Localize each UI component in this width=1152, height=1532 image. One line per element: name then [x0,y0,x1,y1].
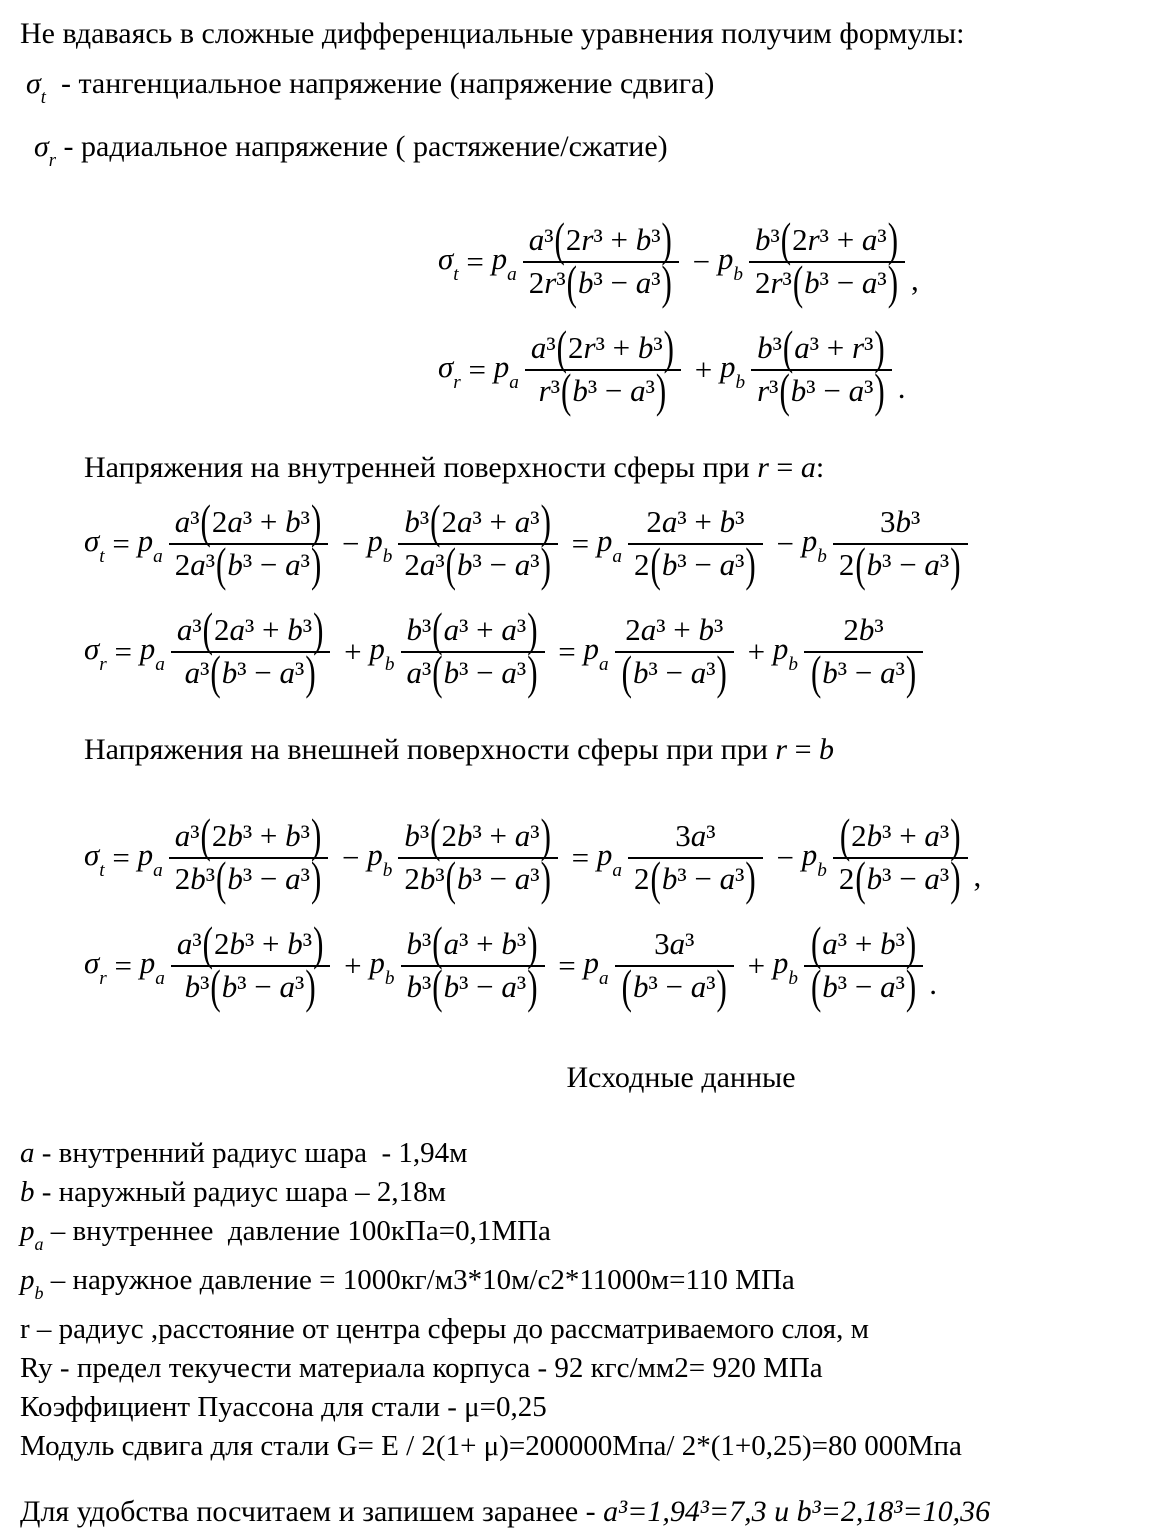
paren-glyph: ( [210,644,221,700]
math-text: + [336,634,370,669]
math-symbol: $p_b$ [801,837,827,882]
math-text: + [336,948,370,983]
math-symbol: $p_b$ [369,631,395,676]
math-text: Для удобства посчитаем и запишем заранее - [20,1494,604,1528]
paren-glyph: ( [202,916,213,971]
math-symbol: $p_a$ [491,241,517,286]
paren-glyph: ( [779,362,790,418]
math-italic-text: b [20,1176,35,1208]
fraction-denominator: 2(b³ − a³) [628,543,763,583]
paren-glyph: ) [887,212,899,267]
math-text: = [787,733,819,766]
paren-glyph: ) [663,320,674,375]
fraction-numerator: b³(2r³ + a³) [754,212,899,267]
math-fraction [398,808,558,906]
fraction-numerator: 2b³ [843,612,884,648]
math-text: – наружное давление = 1000кг/м3*10м/с2*11000м=110 МПа [43,1263,795,1296]
fraction-denominator: 2(b³ − a³) [628,857,763,897]
paren-glyph: ( [810,958,822,1014]
math-symbol: $p_a$ [596,523,622,568]
math-symbol: $p_a$ [137,837,163,882]
math-fraction [751,320,892,418]
math-text: Коэффициент Пуассона для стали - μ=0,25 [20,1390,547,1423]
data-line-pb [20,1261,1132,1310]
math-fraction [169,494,329,592]
equation-sigma-r-inner [84,600,1132,704]
math-symbol: $\sigma_r$ [34,130,57,172]
math-symbol: $p_a$ [493,349,519,394]
math-symbol: $p_b$ [772,631,798,676]
fraction-denominator: b³(b³ − a³) [171,965,331,1005]
fraction-denominator: 2a³(b³ − a³) [398,543,558,583]
heading-inner-surface [20,448,1132,488]
math-text: - тангенциальное напряжение (напряжение сдвига) [45,67,715,100]
math-text: = [104,526,138,561]
math-text: Напряжения на внешней поверхности сферы при при [84,733,776,766]
math-text: Модуль сдвига для стали G= E / 2(1+ μ)=200000Мпа/ 2*(1+0,25)=80 000Мпа [20,1429,962,1462]
math-fraction [833,504,968,592]
math-symbol: $p_a$ [596,837,622,882]
heading-source-data: Исходные данные [566,1061,796,1094]
math-text: = [106,634,140,669]
equation-sigma-t-general [438,210,1132,314]
paren-glyph: ( [445,536,456,592]
paren-glyph: ) [540,494,551,549]
math-text: − [768,840,802,875]
math-italic-text: r [775,733,788,766]
fraction-numerator: b³(a³ + b³) [406,916,538,971]
math-text: = [563,840,597,875]
math-text: = [550,634,584,669]
math-fraction [525,320,681,418]
math-fraction [628,818,763,906]
paren-glyph: ( [650,850,661,906]
data-line-poisson [20,1388,1132,1427]
paren-glyph: ) [540,850,551,906]
fraction-numerator: 3a³ [675,818,716,854]
math-fraction [804,916,923,1014]
paren-glyph: ( [621,958,632,1014]
paren-glyph: ) [305,644,316,700]
paren-glyph: ) [305,958,316,1014]
fraction-numerator: b³(2a³ + a³) [404,494,551,549]
math-symbol: $p_a$ [137,523,163,568]
paren-glyph: ( [202,602,213,657]
paren-glyph: ( [430,808,441,863]
fraction-numerator: a³(2a³ + b³) [176,602,324,657]
paren-glyph: ( [810,916,822,971]
fraction-denominator: r³(b³ − a³) [751,369,892,409]
fraction-numerator: a³(2r³ + b³) [528,212,672,267]
paren-glyph: ( [780,212,792,267]
heading-outer-surface [20,730,1132,770]
math-fraction [171,602,331,700]
paren-glyph: ( [792,254,804,310]
math-text: - внутренний радиус шара - 1,94м [34,1137,468,1169]
fraction-numerator: b³(2b³ + a³) [404,808,551,863]
fraction-numerator: 2a³ + b³ [625,612,724,648]
math-symbol: $\sigma_t$ [84,837,105,882]
paren-glyph: ) [950,850,961,906]
paren-glyph: ( [810,644,822,700]
equation-sigma-r-general [438,318,1132,422]
paren-glyph: ) [874,362,885,418]
fraction-denominator: 2b³(b³ − a³) [169,857,329,897]
paren-glyph: ( [566,254,577,310]
math-fraction [169,808,329,906]
fraction-denominator: 2(b³ − a³) [833,857,968,897]
paren-glyph: ) [310,494,322,549]
fraction-denominator: 2b³(b³ − a³) [398,857,558,897]
paren-glyph: ) [716,644,727,700]
paren-glyph: ( [782,320,794,375]
math-italic-text: a [20,1137,35,1169]
paren-glyph: ) [745,850,756,906]
paren-glyph: ) [905,916,917,971]
equation-sigma-t-outer [84,806,1132,910]
math-symbol: $\sigma_r$ [438,349,461,394]
paren-glyph: ) [950,808,961,863]
math-text: = [460,352,494,387]
math-italic-text: a³=1,94³=7,3 и b³=2,18³=10,36 [603,1494,991,1528]
math-symbol: $p_b$ [717,241,743,286]
math-text: − [768,526,802,561]
paren-glyph: ( [839,808,851,863]
paren-glyph: ) [313,916,324,971]
math-symbol: $p_a$ [139,945,165,990]
fraction-numerator: a³(2b³ + b³) [174,808,322,863]
precomputed-cubes-line [20,1492,1132,1532]
paren-glyph: ) [655,362,667,418]
data-line-r [20,1310,1132,1349]
math-fraction [398,494,558,592]
math-symbol: $p_b$ [367,523,393,568]
fraction-numerator: 3a³ [654,926,695,962]
paren-glyph: ) [716,958,727,1014]
fraction-numerator: 2a³ + b³ [646,504,745,540]
math-text: r – радиус ,расстояние от центра сферы до рассматриваемого слоя, м [20,1312,870,1345]
paren-glyph: ( [561,362,572,418]
math-symbol: $p_a$ [583,945,609,990]
fraction-denominator: 2(b³ − a³) [833,543,968,583]
math-symbol: $p_b$ [719,349,746,394]
fraction-denominator: b³(b³ − a³) [401,965,545,1005]
fraction-numerator: (a³ + b³) [810,916,917,971]
paren-glyph: ( [432,644,443,700]
math-text: - радиальное напряжение ( растяжение/сжатие) [56,130,668,163]
paren-glyph: ) [950,536,961,592]
fraction-numerator: a³(2b³ + b³) [176,916,324,971]
math-text: + [739,948,773,983]
math-fraction [749,212,905,310]
sigma-r-definition [20,125,1132,180]
paren-glyph: ) [527,916,538,971]
math-symbol: $\sigma_r$ [84,945,107,990]
paren-glyph: ( [650,536,661,592]
math-text: = [563,526,597,561]
math-symbol: $p_a$ [20,1215,44,1255]
math-fraction [615,926,734,1014]
math-text: = [104,840,138,875]
fraction-denominator: 2r³(b³ − a³) [749,261,905,301]
math-text: = [550,948,584,983]
math-text: : [815,451,825,484]
paren-glyph: ( [556,320,567,375]
paren-glyph: ) [540,536,551,592]
paren-glyph: ) [527,644,538,700]
paren-glyph: ) [540,808,551,863]
intro-text: Не вдаваясь в сложные дифференциальные уравнения получим формулы: [20,17,965,50]
paren-glyph: ( [855,850,866,906]
math-text: + [739,634,773,669]
math-fraction [171,916,331,1014]
math-text: + [686,352,720,387]
data-line-pa [20,1212,1132,1261]
paren-glyph: ( [430,494,441,549]
math-text: , [973,858,982,893]
fraction-denominator: a³(b³ − a³) [171,651,331,691]
data-line-shear-modulus [20,1427,1132,1466]
math-fraction [628,504,763,592]
math-fraction [804,612,923,700]
paren-glyph: ) [310,536,322,592]
fraction-denominator: (b³ − a³) [615,651,734,691]
paren-glyph: ) [905,958,917,1014]
math-text: = [768,451,801,484]
data-line-b [20,1173,1132,1212]
data-line-ry [20,1349,1132,1388]
sigma-t-definition [20,62,1132,117]
paren-glyph: ) [661,254,672,310]
paren-glyph: ( [216,536,227,592]
general-equations-block [438,210,1132,422]
math-text: – внутреннее давление 100кПа=0,1МПа [43,1215,551,1247]
math-symbol: $p_b$ [772,945,798,990]
fraction-denominator: (b³ − a³) [615,965,734,1005]
fraction-numerator: (2b³ + a³) [839,808,961,863]
fraction-numerator: b³(a³ + r³) [757,320,885,375]
math-text: . [929,966,937,1001]
paren-glyph: ( [855,536,866,592]
paren-glyph: ) [874,320,885,375]
fraction-numerator: a³(2a³ + b³) [174,494,322,549]
math-symbol: $p_a$ [583,631,609,676]
paren-glyph: ) [527,958,538,1014]
math-text: − [334,840,368,875]
math-symbol: $\sigma_t$ [438,241,459,286]
fraction-denominator: (b³ − a³) [804,965,923,1005]
paren-glyph: ) [905,644,917,700]
paren-glyph: ( [210,958,221,1014]
fraction-denominator: a³(b³ − a³) [401,651,545,691]
math-symbol: $p_b$ [367,837,393,882]
fraction-denominator: r³(b³ − a³) [525,369,681,409]
paren-glyph: ) [310,808,322,863]
fraction-denominator: 2r³(b³ − a³) [523,261,679,301]
math-fraction [833,808,968,906]
paren-glyph: ( [216,850,227,906]
paren-glyph: ( [200,494,211,549]
fraction-denominator: 2a³(b³ − a³) [169,543,329,583]
math-symbol: $p_b$ [801,523,827,568]
math-text: - наружный радиус шара – 2,18м [34,1176,447,1208]
math-italic-text: b [819,733,834,766]
math-italic-text: a [800,451,816,484]
paren-glyph: ) [310,850,322,906]
data-line-a [20,1134,1132,1173]
paren-glyph: ( [200,808,211,863]
math-symbol: $\sigma_t$ [26,67,46,109]
source-data-list [20,1134,1132,1466]
paren-glyph: ) [745,536,756,592]
math-text: Ry - предел текучести материала корпуса - 92 кгс/мм2= 920 МПа [20,1351,823,1384]
math-fraction [401,916,545,1014]
math-text: = [106,948,140,983]
equation-sigma-r-outer [84,914,1132,1018]
math-fraction [401,602,545,700]
math-text: − [684,244,718,279]
fraction-numerator: 3b³ [880,504,921,540]
paren-glyph: ( [432,916,443,971]
math-symbol: $\sigma_r$ [84,631,107,676]
math-text: , [911,262,919,297]
math-text: = [458,244,492,279]
math-text: − [334,526,368,561]
math-text: Напряжения на внутренней поверхности сферы при [84,451,758,484]
paren-glyph: ( [554,212,565,267]
equation-sigma-t-inner [84,492,1132,596]
fraction-numerator: a³(2r³ + b³) [530,320,674,375]
paren-glyph: ) [661,212,672,267]
paren-glyph: ) [527,602,538,657]
paren-glyph: ) [313,602,324,657]
math-italic-text: r [757,451,769,484]
math-symbol: $\sigma_t$ [84,523,105,568]
math-text: . [897,370,906,405]
fraction-numerator: b³(a³ + a³) [406,602,538,657]
math-symbol: $p_a$ [139,631,165,676]
paren-glyph: ( [621,644,632,700]
math-fraction [523,212,679,310]
paren-glyph: ( [445,850,456,906]
paren-glyph: ) [887,254,899,310]
paren-glyph: ( [432,602,443,657]
math-symbol: $p_b$ [369,945,395,990]
math-fraction [615,612,734,700]
paren-glyph: ( [432,958,443,1014]
fraction-denominator: (b³ − a³) [804,651,923,691]
math-symbol: $p_b$ [20,1263,44,1303]
